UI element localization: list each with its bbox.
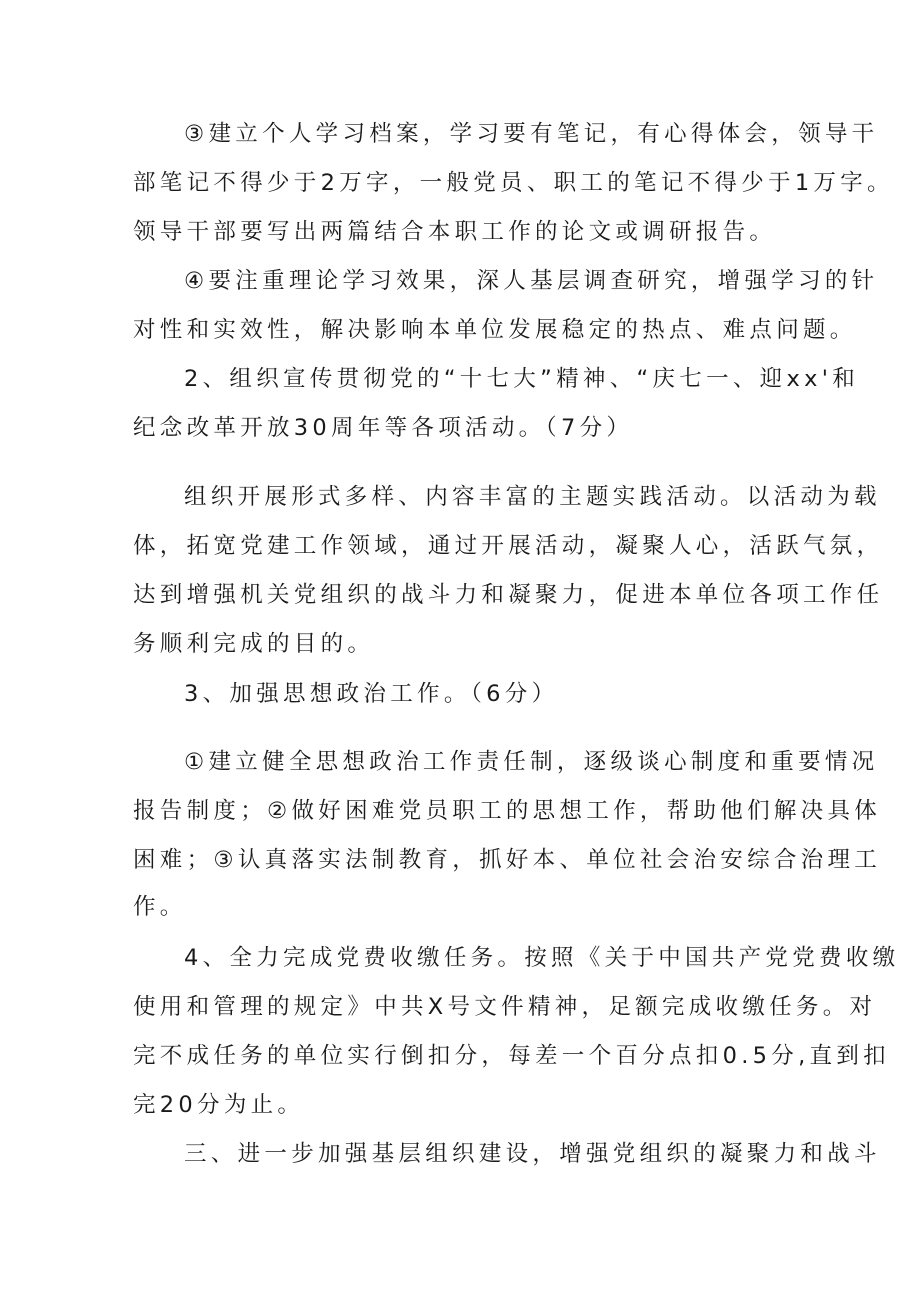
text-line: ④要注重理论学习效果，深人基层调查研究，增强学习的针 <box>184 268 879 294</box>
text-line: 组织开展形式多样、内容丰富的主题实践活动。以活动为载 <box>184 484 881 510</box>
text-line: 作。 <box>133 894 187 920</box>
text-line: 报告制度；②做好困难党员职工的思想工作，帮助他们解决具体 <box>133 798 882 824</box>
text-line: 领导干部要写出两篇结合本职工作的论文或调研报告。 <box>133 219 777 245</box>
section-heading: 纪念改革开放30周年等各项活动。（7分） <box>133 415 634 441</box>
text-line: 体，拓宽党建工作领域，通过开展活动，凝聚人心，活跃气氛， <box>133 533 884 559</box>
text-line: 部笔记不得少于2万字，一般党员、职工的笔记不得少于1万字。 <box>133 170 894 196</box>
section-heading: 4、全力完成党费收缴任务。按照《关于中国共产党党费收缴 <box>184 945 900 971</box>
text-line: 使用和管理的规定》中共X号文件精神，足额完成收缴任务。对 <box>133 994 877 1020</box>
text-line: 达到增强机关党组织的战斗力和凝聚力，促进本单位各项工作任 <box>133 582 884 608</box>
text-line: ③建立个人学习档案，学习要有笔记，有心得体会，领导干 <box>184 121 879 147</box>
text-line: ①建立健全思想政治工作责任制，逐级谈心制度和重要情况 <box>184 749 879 775</box>
text-line: 完20分为止。 <box>133 1092 305 1118</box>
section-heading: 3、加强思想政治工作。（6分） <box>184 681 559 707</box>
text-line: 务顺利完成的目的。 <box>133 631 375 657</box>
text-line: 困难；③认真落实法制教育，抓好本、单位社会治安综合治理工 <box>133 847 882 873</box>
section-heading: 2、组织宣传贯彻党的“十七大”精神、“庆七一、迎xx'和 <box>184 366 860 392</box>
text-line: 对性和实效性，解决影响本单位发展稳定的热点、难点问题。 <box>133 317 857 343</box>
section-heading: 三、进一步加强基层组织建设，增强党组织的凝聚力和战斗 <box>184 1141 881 1167</box>
text-line: 完不成任务的单位实行倒扣分，每差一个百分点扣0.5分,直到扣 <box>133 1043 890 1069</box>
